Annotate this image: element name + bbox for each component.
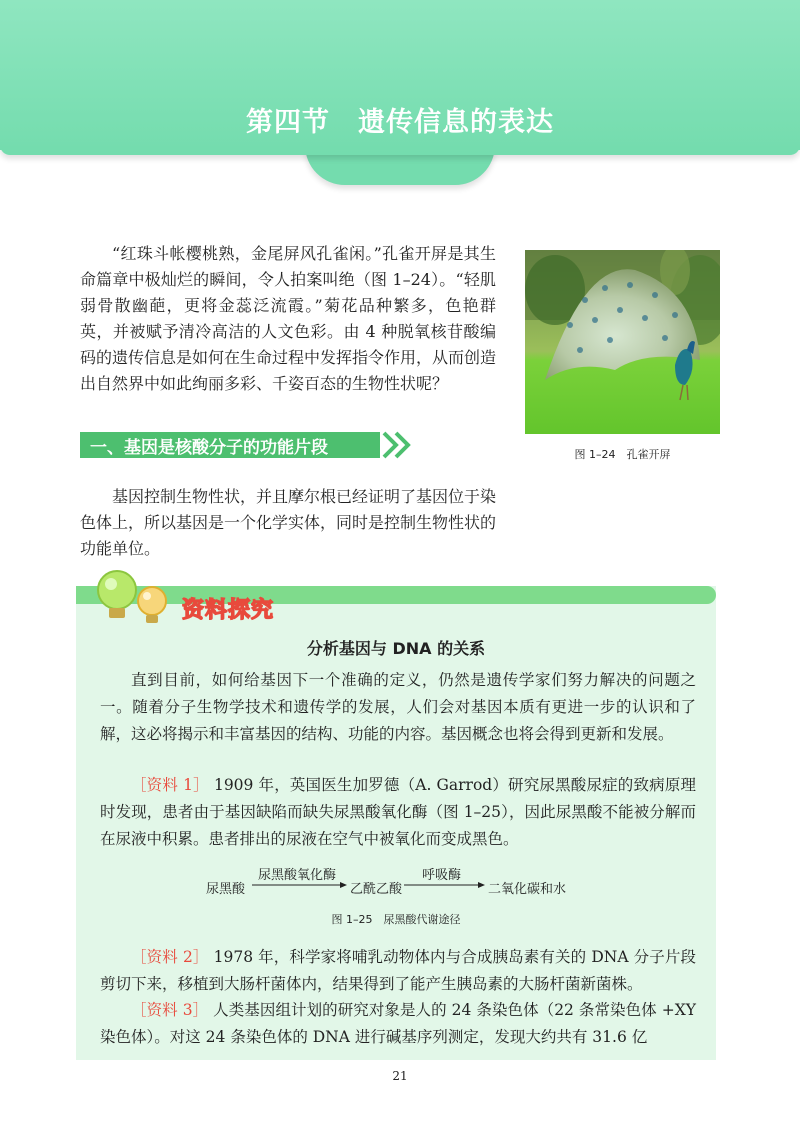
material-3 — [100, 997, 696, 1051]
pathway-product: 二氧化碳和水 — [488, 882, 567, 897]
lightbulb-icon — [134, 584, 170, 628]
peacock-photo — [525, 250, 720, 434]
explore-title: 分析基因与 DNA 的关系 — [306, 639, 486, 658]
pathway-enzyme-1: 尿黑酸氧化酶 — [258, 868, 337, 883]
page-number: 21 — [392, 1069, 408, 1083]
explore-intro: 直到目前，如何给基因下一个准确的定义，仍然是遗传学家们努力解决的问题之一。随着分子生物学技术和遗传学的发展，人们会对基因本质有更进一步的认识和了解，这必将揭示和丰富基因的结构、功能的内容。基因概念也将会得到更新和发展。 — [100, 671, 696, 743]
subsection-paragraph: 基因控制生物性状，并且摩尔根已经证明了基因位于染色体上，所以基因是一个化学实体，同时是控制生物性状的功能单位。 — [80, 487, 497, 558]
section-title: 第四节 遗传信息的表达 — [246, 107, 554, 138]
material-2-tag: ［资料 2］ — [131, 948, 209, 966]
material-3-text: 人类基因组计划的研究对象是人的 24 条染色体（22 条常染色体 +XY 染色体）。对这 24 条染色体的 DNA 进行碱基序列测定，发现大约共有 31.6 亿 — [100, 1001, 696, 1046]
material-1-tag: ［资料 1］ — [131, 776, 209, 794]
figure-1-25-caption: 图 1–25 尿黑酸代谢途径 — [331, 913, 461, 926]
explore-box-topbar — [76, 586, 716, 604]
material-2 — [100, 944, 696, 998]
arrow-right-icon — [404, 880, 486, 890]
material-1-text: 1909 年，英国医生加罗德（A. Garrod）研究尿黑酸尿症的致病原理时发现，患者由于基因缺陷而缺失尿黑酸氧化酶（图 1–25），因此尿黑酸不能被分解而在尿液中积累。患者排出的尿液在空气中被氧化而变成黑色。 — [100, 776, 697, 848]
metabolic-pathway — [206, 864, 606, 896]
chevron-right-icon — [394, 431, 412, 459]
intro-paragraph: “红珠斗帐樱桃熟，金尾屏风孔雀闲。”孔雀开屏是其生命篇章中极灿烂的瞬间，令人拍案叫绝（图 1–24）。“轻肌弱骨散幽葩，更将金蕊泛流霞。”菊花品种繁多，色艳群英，并被赋予清冷高洁的人文色彩。由 4 种脱氧核苷酸编码的遗传信息是如何在生命过程中发挥指令作用，从而创造出自然界中如此绚丽多彩、千姿百态的生物性状呢？ — [80, 244, 497, 393]
explore-label: 资料探究 — [182, 598, 275, 623]
material-1 — [100, 772, 696, 853]
pathway-substrate: 尿黑酸 — [206, 882, 246, 897]
pathway-intermediate: 乙酰乙酸 — [350, 882, 403, 897]
material-2-text: 1978 年，科学家将哺乳动物体内与合成胰岛素有关的 DNA 分子片段剪切下来，移植到大肠杆菌体内，结果得到了能产生胰岛素的大肠杆菌新菌株。 — [100, 948, 696, 993]
arrow-right-icon — [252, 880, 348, 890]
subsection-heading: 一、基因是核酸分子的功能片段 — [90, 438, 328, 458]
figure-1-24-caption: 图 1–24 孔雀开屏 — [574, 448, 671, 461]
pathway-enzyme-2: 呼吸酶 — [422, 868, 462, 883]
material-3-tag: ［资料 3］ — [131, 1001, 209, 1019]
